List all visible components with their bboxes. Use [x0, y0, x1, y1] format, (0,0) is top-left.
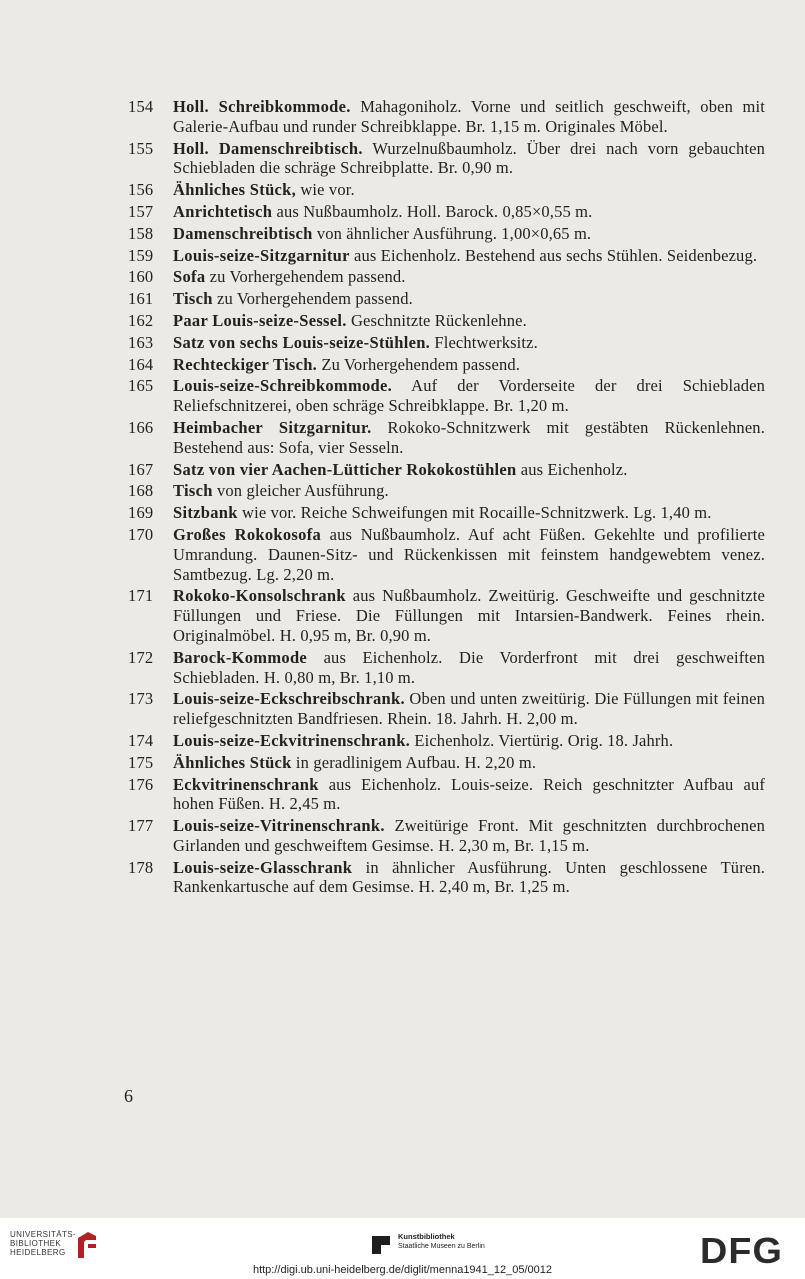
catalog-entry	[0, 418, 805, 458]
kunstbibliothek-label	[398, 1232, 485, 1251]
entry-heading: Louis-seize-Glasschrank	[173, 857, 353, 877]
entry-text	[173, 139, 765, 179]
entry-description: aus Eichenholz. Louis-seize. Reich geschnitzter Aufbau auf hohen Füßen. H. 2,45 m.	[173, 774, 765, 814]
entry-heading: Holl. Damenschreibtisch.	[173, 138, 363, 158]
entry-number: 164	[128, 354, 154, 374]
catalog-entry	[0, 586, 805, 645]
entry-text	[173, 289, 765, 309]
entry-text	[173, 97, 765, 137]
entry-heading: Großes Rokokosofa	[173, 524, 322, 544]
entry-heading: Holl. Schreibkommode.	[173, 97, 351, 116]
university-line: HEIDELBERG	[10, 1248, 66, 1257]
entry-heading: Tisch	[173, 289, 213, 309]
entry-description: Flechtwerksitz.	[430, 332, 538, 352]
university-line: BIBLIOTHEK	[10, 1239, 62, 1248]
entry-description: wie vor.	[296, 180, 355, 200]
entry-heading: Louis-seize-Vitrinenschrank.	[173, 816, 385, 836]
entry-description: aus Nußbaumholz. Auf acht Füßen. Gekehlte und profilierte Umrandung. Daunen-Sitz- und Rückenkissen mit feinstem handgewebtem venez. Samtbezug. Lg. 2,20 m.	[173, 524, 765, 584]
catalog-entry	[0, 503, 805, 523]
catalog-entry	[0, 246, 805, 266]
entry-description: aus Eichenholz. Die Vorderfront mit drei geschweiften Schiebladen. H. 0,80 m, Br. 1,10 m.	[173, 647, 765, 687]
entry-number: 170	[128, 524, 154, 544]
entry-heading: Ähnliches Stück,	[173, 180, 297, 200]
entry-description: von gleicher Ausführung.	[212, 481, 389, 501]
entry-text	[173, 180, 765, 200]
entry-description: Zweitürige Front. Mit geschnitzten durchbrochenen Girlanden und geschweiftem Gesimse. H. 2,30 m, Br. 1,15 m.	[173, 816, 765, 855]
entry-description: aus Eichenholz. Bestehend aus sechs Stühlen. Seidenbezug.	[349, 245, 758, 265]
catalog-entry	[0, 775, 805, 815]
catalog-entry	[0, 460, 805, 480]
entry-number: 162	[128, 310, 154, 330]
entry-text	[173, 775, 765, 815]
catalog-entry	[0, 355, 805, 375]
university-library-label	[10, 1230, 76, 1257]
entry-text	[173, 753, 765, 773]
entry-heading: Louis-seize-Schreibkommode.	[173, 376, 393, 396]
catalog-entry	[0, 180, 805, 200]
catalog-entry	[0, 753, 805, 773]
entry-text	[173, 689, 765, 729]
entry-heading: Eckvitrinenschrank	[173, 774, 319, 794]
entry-text	[173, 503, 765, 523]
entry-number: 160	[128, 267, 154, 287]
kunstbibliothek-logo-icon	[370, 1234, 392, 1256]
entry-text	[173, 460, 765, 480]
entry-text	[173, 648, 765, 688]
entry-heading: Rokoko-Konsolschrank	[173, 586, 346, 606]
entry-description: zu Vorhergehendem passend.	[205, 267, 406, 287]
kunstbibliothek-subtitle: Staatliche Museen zu Berlin	[398, 1243, 485, 1250]
entry-number: 167	[128, 459, 154, 479]
entry-heading: Paar Louis-seize-Sessel.	[173, 310, 347, 330]
entry-heading: Sitzbank	[173, 503, 238, 523]
entry-number: 166	[128, 417, 154, 437]
entry-heading: Tisch	[173, 481, 213, 501]
entry-text	[173, 333, 765, 353]
entry-text	[173, 816, 765, 856]
entry-number: 175	[128, 752, 154, 772]
entry-description: zu Vorhergehendem passend.	[212, 289, 413, 309]
entry-number: 156	[128, 180, 154, 200]
catalog-entry	[0, 816, 805, 856]
university-logo-icon	[74, 1228, 100, 1262]
entry-heading: Damenschreibtisch	[173, 223, 313, 243]
entry-number: 176	[128, 774, 154, 794]
catalog-entry	[0, 139, 805, 179]
entry-heading: Ähnliches Stück	[173, 752, 292, 772]
entry-heading: Barock-Kommode	[173, 647, 308, 667]
entry-description: von ähnlicher Ausführung. 1,00×0,65 m.	[312, 223, 592, 243]
catalog-entry	[0, 376, 805, 416]
entry-number: 165	[128, 376, 154, 396]
entry-number: 173	[128, 689, 154, 709]
entry-heading: Satz von sechs Louis-seize-Stühlen.	[173, 332, 431, 352]
entry-number: 177	[128, 816, 154, 836]
entry-number: 168	[128, 481, 154, 501]
entry-text	[173, 311, 765, 331]
entry-heading: Heimbacher Sitzgarnitur.	[173, 417, 372, 437]
entry-heading: Rechteckiger Tisch.	[173, 354, 318, 374]
entry-text	[173, 731, 765, 751]
entry-heading: Anrichtetisch	[173, 201, 273, 221]
entry-description: Eichenholz. Viertürig. Orig. 18. Jahrh.	[410, 730, 674, 750]
entry-number: 178	[128, 857, 154, 877]
entry-text	[173, 525, 765, 584]
entry-description: Auf der Vorderseite der drei Schiebladen Reliefschnitzerei, oben schräge Schreibklappe. Br. 1,20 m.	[173, 376, 765, 416]
entry-text	[173, 224, 765, 244]
entry-number: 163	[128, 332, 154, 352]
entry-number: 161	[128, 289, 154, 309]
entry-text	[173, 267, 765, 287]
entry-number: 159	[128, 245, 154, 265]
entry-description: aus Nußbaumholz. Zweitürig. Geschweifte und geschnitzte Füllungen und Friese. Die Füllungen mit Intarsien-Bandwerk. Feines rhein. Originalmöbel. H. 0,95 m, Br. 0,90 m.	[173, 586, 765, 645]
catalog-entry	[0, 525, 805, 584]
catalog-entries	[0, 97, 805, 899]
entry-description: in geradlinigem Aufbau. H. 2,20 m.	[291, 752, 537, 772]
entry-description: Zu Vorhergehendem passend.	[317, 354, 521, 374]
catalog-entry	[0, 202, 805, 222]
entry-description: Geschnitzte Rückenlehne.	[346, 310, 527, 330]
entry-number: 171	[128, 586, 154, 606]
entry-text	[173, 418, 765, 458]
entry-number: 157	[128, 201, 154, 221]
catalog-entry	[0, 289, 805, 309]
entry-description: wie vor. Reiche Schweifungen mit Rocaille-Schnitzwerk. Lg. 1,40 m.	[237, 503, 712, 523]
entry-number: 172	[128, 647, 154, 667]
catalog-entry	[0, 731, 805, 751]
entry-heading: Louis-seize-Eckschreibschrank.	[173, 689, 405, 709]
dfg-logo: DFG	[700, 1230, 783, 1271]
entry-text	[173, 481, 765, 501]
kunstbibliothek-title: Kunstbibliothek	[398, 1232, 455, 1241]
entry-text	[173, 202, 765, 222]
catalog-entry	[0, 481, 805, 501]
entry-number: 169	[128, 503, 154, 523]
catalog-entry	[0, 97, 805, 137]
source-url[interactable]: http://digi.ub.uni-heidelberg.de/diglit/menna1941_12_05/0012	[252, 1264, 553, 1276]
page-number: 6	[124, 1086, 133, 1106]
entry-heading: Louis-seize-Eckvitrinenschrank.	[173, 730, 411, 750]
entry-text	[173, 246, 765, 266]
digitization-footer	[0, 1218, 805, 1279]
entry-heading: Satz von vier Aachen-Lütticher Rokokostühlen	[173, 459, 517, 479]
entry-number: 158	[128, 223, 154, 243]
entry-text	[173, 586, 765, 645]
catalog-entry	[0, 689, 805, 729]
catalog-entry	[0, 333, 805, 353]
entry-description: Mahagoniholz. Vorne und seitlich geschweift, oben mit Galerie-Aufbau und runder Schreibklappe. Br. 1,15 m. Originales Möbel.	[173, 97, 765, 136]
entry-text	[173, 858, 765, 898]
catalog-entry	[0, 858, 805, 898]
entry-number: 155	[128, 138, 154, 158]
catalog-entry	[0, 267, 805, 287]
entry-description: Rokoko-Schnitzwerk mit gestäbten Rückenlehnen. Bestehend aus: Sofa, vier Sesseln.	[173, 417, 765, 457]
entry-text	[173, 376, 765, 416]
entry-description: in ähnlicher Ausführung. Unten geschlossene Türen. Rankenkartusche auf dem Gesimse. H. 2,40 m, Br. 1,25 m.	[173, 857, 765, 897]
entry-text	[173, 355, 765, 375]
entry-heading: Sofa	[173, 267, 206, 287]
entry-number: 174	[128, 730, 154, 750]
entry-description: aus Nußbaumholz. Holl. Barock. 0,85×0,55 m.	[272, 201, 593, 221]
entry-number: 154	[128, 97, 154, 116]
catalog-entry	[0, 224, 805, 244]
entry-description: aus Eichenholz.	[516, 459, 628, 479]
catalog-entry	[0, 311, 805, 331]
entry-description: Wurzelnußbaumholz. Über drei nach vorn gebauchten Schiebladen die schräge Schreibplatte. Br. 0,90 m.	[173, 138, 765, 178]
entry-heading: Louis-seize-Sitzgarnitur	[173, 245, 350, 265]
catalog-entry	[0, 648, 805, 688]
university-line: UNIVERSITÄTS-	[10, 1230, 77, 1239]
entry-description: Oben und unten zweitürig. Die Füllungen mit feinen reliefgeschnitzten Bandfriesen. Rhein. 18. Jahrh. H. 2,00 m.	[173, 689, 765, 729]
